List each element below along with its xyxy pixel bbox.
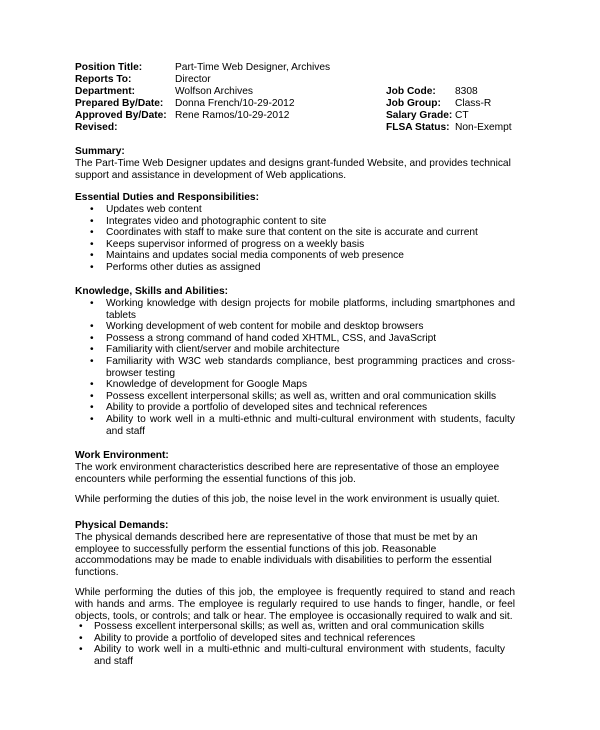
- field-value: Rene Ramos/10-29-2012: [175, 110, 290, 122]
- job-header: [75, 62, 545, 135]
- section-heading: Summary:: [75, 146, 125, 157]
- list-item: • Possess a strong command of hand coded XHTML, CSS, and JavaScript: [90, 332, 437, 344]
- field-label: Revised:: [75, 122, 118, 134]
- bullet-icon: •: [90, 238, 94, 250]
- physical-demands-section: [75, 520, 515, 622]
- list-item: • Performs other duties as assigned: [90, 261, 261, 273]
- header-row-revised: [75, 122, 545, 134]
- field-label: Approved By/Date:: [75, 110, 167, 122]
- work-environment-noise-text: While performing the duties of this job, the noise level in the work environment is usually quiet.: [75, 494, 500, 506]
- field-label: Prepared By/Date:: [75, 98, 164, 110]
- bullet-icon: •: [79, 644, 83, 656]
- list-item: • Ability to provide a portfolio of developed sites and technical references: [90, 402, 428, 414]
- list-item: • Integrates video and photographic content to site: [90, 215, 327, 227]
- list-item: • Familiarity with W3C web standards compliance, best programming practices and cross-browser testing: [90, 355, 515, 379]
- bullet-icon: •: [90, 379, 94, 391]
- summary-section: [75, 146, 515, 181]
- list-item: • Ability to work well in a multi-ethnic and multi-cultural environment with students, faculty and staff: [79, 644, 505, 667]
- bullet-icon: •: [90, 413, 94, 425]
- work-environment-text: The work environment characteristics described here are representative of those an employee encounters while performing the essential functions of this job.: [75, 462, 500, 485]
- field-value: Non-Exempt: [455, 122, 512, 134]
- bullet-icon: •: [90, 321, 94, 333]
- field-label: Reports To:: [75, 74, 132, 86]
- header-row-department: [75, 86, 545, 98]
- skills-section: [75, 286, 515, 437]
- field-label: FLSA Status:: [386, 122, 450, 134]
- list-item: • Possess excellent interpersonal skills; as well as, written and oral communication skills: [79, 621, 485, 632]
- list-item: • Working development of web content for mobile and desktop browsers: [90, 321, 424, 333]
- field-label: Position Title:: [75, 62, 143, 73]
- field-value: CT: [455, 110, 469, 122]
- bullet-icon: •: [79, 621, 83, 632]
- header-row-reports-to: [75, 74, 545, 86]
- bullet-icon: •: [90, 250, 94, 262]
- bullet-icon: •: [90, 204, 94, 215]
- field-value: Part-Time Web Designer, Archives: [175, 62, 331, 73]
- field-value: 8308: [455, 86, 478, 98]
- field-label: Job Group:: [386, 98, 441, 110]
- bullet-icon: •: [90, 298, 94, 309]
- list-item: • Updates web content: [90, 204, 202, 215]
- list-item: • Ability to work well in a multi-ethnic and multi-cultural environment with students, faculty and staff: [90, 413, 515, 437]
- bullet-icon: •: [90, 355, 94, 367]
- header-row-position-title: [75, 62, 545, 74]
- bullet-icon: •: [90, 261, 94, 273]
- bullet-icon: •: [90, 227, 94, 239]
- field-label: Job Code:: [386, 86, 436, 98]
- header-row-approved-by: [75, 110, 545, 122]
- section-heading: Essential Duties and Responsibilities:: [75, 192, 259, 203]
- bullet-icon: •: [90, 344, 94, 356]
- list-item: • Working knowledge with design projects for mobile platforms, including smartphones and tablets: [90, 298, 515, 321]
- list-item: • Possess excellent interpersonal skills; as well as, written and oral communication skills: [90, 390, 497, 402]
- field-label: Department:: [75, 86, 136, 98]
- physical-demands-text: The physical demands described here are representative of those that must be met by an employee to successfully perform the essential functions of this job. Reasonable accommodations may be made to enable individuals with disabilities to perform the essential functions.: [75, 532, 492, 578]
- section-heading: Knowledge, Skills and Abilities:: [75, 286, 229, 297]
- work-environment-section: [75, 450, 515, 506]
- skills-list: [75, 298, 515, 437]
- continuation-list: [75, 621, 505, 667]
- field-value: Donna French/10-29-2012: [175, 98, 295, 110]
- bullet-icon: •: [90, 390, 94, 402]
- bullet-icon: •: [90, 215, 94, 227]
- list-item: • Ability to provide a portfolio of developed sites and technical references: [79, 632, 416, 644]
- list-item: • Knowledge of development for Google Maps: [90, 379, 308, 391]
- list-item: • Maintains and updates social media components of web presence: [90, 250, 404, 262]
- duties-section: [75, 192, 515, 274]
- duties-list: [75, 204, 515, 274]
- list-item: • Coordinates with staff to make sure that content on the site is accurate and current: [90, 227, 478, 239]
- section-heading: Work Environment:: [75, 450, 169, 461]
- bullet-icon: •: [90, 402, 94, 414]
- bullet-icon: •: [79, 632, 83, 644]
- field-value: Director: [175, 74, 211, 86]
- physical-demands-detail: While performing the duties of this job, the employee is frequently required to stand and reach with hands and arms. The employee is regularly required to use hands to finger, handle, or feel objects, tools, or controls; and talk or hear. The employee is occasionally required to walk and sit.: [75, 587, 515, 622]
- list-item: • Keeps supervisor informed of progress on a weekly basis: [90, 238, 365, 250]
- list-item: • Familiarity with client/server and mobile architecture: [90, 344, 340, 356]
- field-label: Salary Grade:: [386, 110, 453, 122]
- header-row-prepared-by: [75, 98, 545, 110]
- section-heading: Physical Demands:: [75, 520, 169, 531]
- summary-text: The Part-Time Web Designer updates and designs grant-funded Website, and provides technical support and assistance in development of Web applications.: [75, 158, 511, 181]
- field-value: Wolfson Archives: [175, 86, 253, 98]
- field-value: Class-R: [455, 98, 492, 110]
- bullet-icon: •: [90, 332, 94, 344]
